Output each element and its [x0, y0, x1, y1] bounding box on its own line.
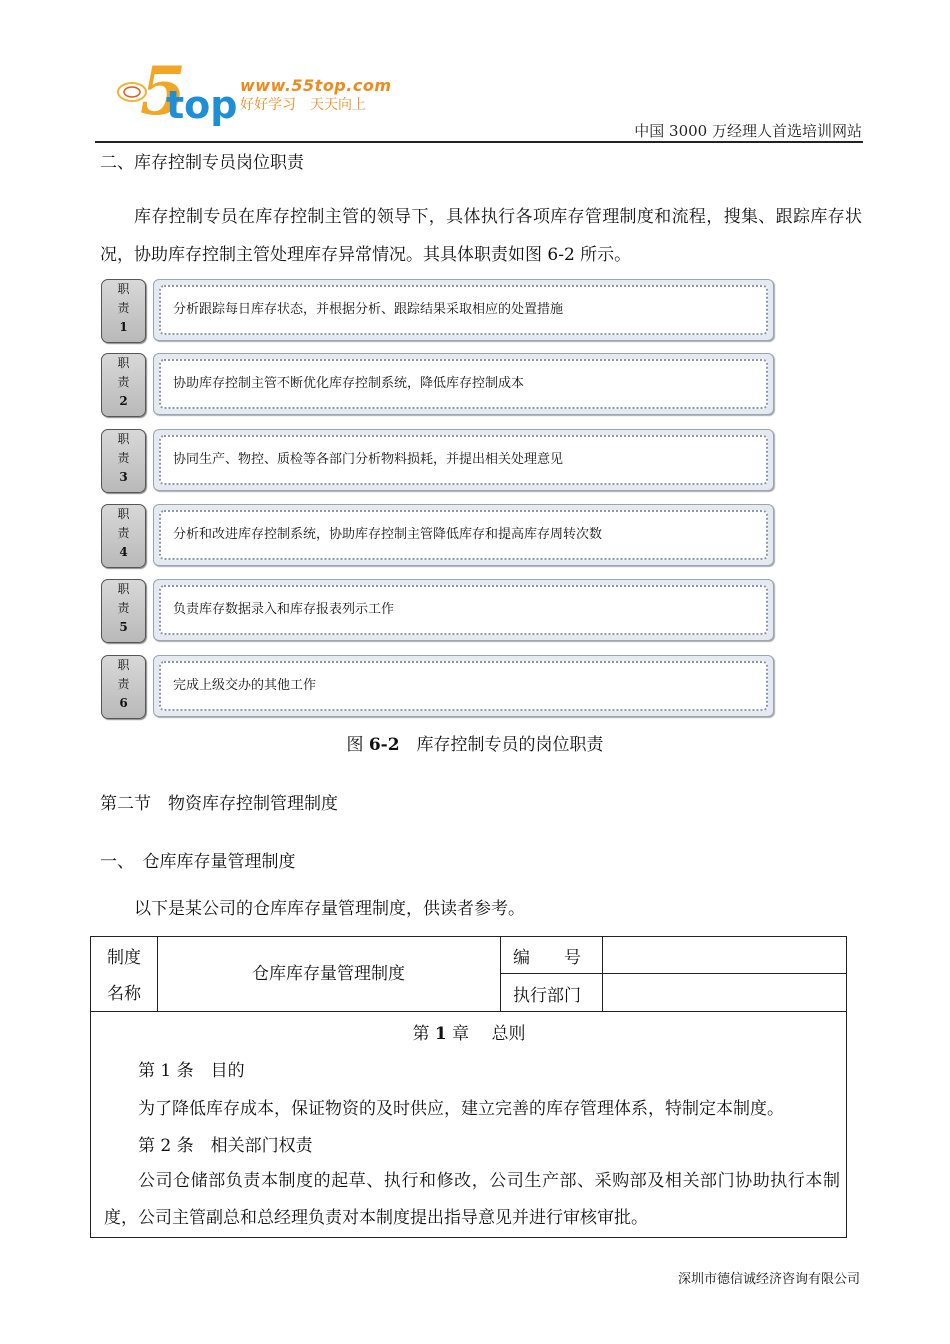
table-divider: [500, 973, 847, 974]
duty-box: [153, 504, 774, 566]
table-label-line: 制度: [107, 948, 141, 968]
duty-tag-char: 职: [117, 658, 130, 672]
chapter-prefix: 第: [412, 1024, 435, 1044]
duty-tag-char: 职: [117, 282, 130, 296]
duty-item: [101, 279, 774, 343]
duty-item: [101, 429, 774, 493]
logo-number: 5: [140, 52, 186, 130]
duty-tag-number: 1: [119, 320, 128, 334]
subsection-heading: 一、 仓库库存量管理制度: [100, 852, 296, 872]
table-label-policy-name: [91, 940, 157, 1012]
figure-caption-prefix: 图: [346, 735, 369, 755]
figure-caption-number: 6-2: [368, 735, 400, 755]
duty-text: 完成上级交办的其他工作: [159, 661, 768, 711]
duty-text: 分析和改进库存控制系统，协助库存控制主管降低库存和提高库存周转次数: [159, 510, 768, 560]
footer-company: 深圳市德信诚经济咨询有限公司: [677, 1272, 860, 1287]
duty-item: [101, 655, 774, 719]
article-2-title: 第 2 条 相关部门权责: [138, 1136, 313, 1156]
duty-tag: [101, 655, 146, 719]
duty-text: 协助库存控制主管不断优化库存控制系统，降低库存控制成本: [159, 359, 768, 409]
table-divider: [500, 937, 501, 1011]
article-1-title: 第 1 条 目的: [138, 1061, 245, 1081]
logo-swirl-inner-icon: [124, 87, 140, 97]
duty-item: [101, 504, 774, 568]
subsection-intro: 以下是某公司的仓库库存量管理制度，供读者参考。: [134, 899, 525, 919]
duty-tag: [101, 279, 146, 343]
duty-tag-number: 3: [119, 470, 128, 484]
dept-label: 执行部门: [513, 986, 581, 1006]
duty-box: [153, 279, 774, 341]
duty-box: [153, 655, 774, 717]
duty-tag-char: 职: [117, 356, 130, 370]
duty-tag: [101, 353, 146, 417]
section-title: 二、库存控制专员岗位职责: [100, 153, 304, 173]
duty-text: 协同生产、物控、质检等各部门分析物料损耗，并提出相关处理意见: [159, 435, 768, 485]
duty-tag: [101, 579, 146, 643]
policy-table: [90, 936, 847, 1238]
duty-tag: [101, 504, 146, 568]
duty-tag-char: 责: [117, 677, 130, 691]
header-divider: [95, 141, 863, 143]
duty-box: [153, 579, 774, 641]
logo-graphic: [110, 52, 245, 130]
chapter-heading: [91, 1019, 847, 1044]
table-divider: [602, 937, 603, 1011]
logo-slogan: 好好学习 天天向上: [240, 97, 366, 113]
duty-tag-char: 职: [117, 432, 130, 446]
duty-tag-char: 职: [117, 507, 130, 521]
section-heading: 第二节 物资库存控制管理制度: [100, 794, 338, 814]
article-2-body: 公司仓储部负责本制度的起草、执行和修改，公司生产部、采购部及相关部门协助执行本制度，公司主管副总和总经理负责对本制度提出指导意见并进行审核审批。: [104, 1171, 840, 1228]
duty-tag-number: 5: [119, 620, 128, 634]
duty-tag-char: 责: [117, 375, 130, 389]
duty-box: [153, 353, 774, 415]
duty-tag-number: 6: [119, 696, 128, 710]
duty-box: [153, 429, 774, 491]
duty-tag-char: 责: [117, 601, 130, 615]
duty-tag-char: 责: [117, 526, 130, 540]
duty-item: [101, 353, 774, 417]
duty-tag-char: 责: [117, 451, 130, 465]
figure-caption: [0, 730, 950, 755]
duty-tag-char: 职: [117, 582, 130, 596]
policy-name: 仓库库存量管理制度: [252, 964, 405, 984]
duty-tag-number: 2: [119, 394, 128, 408]
logo-url[interactable]: www.55top.com: [240, 76, 392, 95]
duty-tag: [101, 429, 146, 493]
duty-tag-char: 责: [117, 301, 130, 315]
section-intro: 库存控制专员在库存控制主管的领导下，具体执行各项库存管理制度和流程，搜集、跟踪库存状况，协助库存控制主管处理库存异常情况。其具体职责如图 6-2 所示。: [100, 207, 862, 265]
duty-item: [101, 579, 774, 643]
article-1-body: 为了降低库存成本，保证物资的及时供应，建立完善的库存管理体系，特制定本制度。: [138, 1099, 784, 1119]
site-tagline: 中国 3000 万经理人首选培训网站: [634, 122, 862, 140]
duty-tag-number: 4: [119, 545, 128, 559]
chapter-title: 章 总则: [446, 1024, 526, 1044]
code-label: 编 号: [513, 948, 581, 968]
duty-text: 负责库存数据录入和库存报表列示工作: [159, 585, 768, 635]
chapter-number: 1: [434, 1024, 447, 1044]
duty-text: 分析跟踪每日库存状态，并根据分析、跟踪结果采取相应的处置措施: [159, 285, 768, 335]
figure-caption-text: 库存控制专员的岗位职责: [399, 735, 604, 755]
table-divider: [91, 1011, 847, 1012]
logo-word: top: [166, 83, 238, 127]
table-label-line: 名称: [107, 984, 141, 1004]
